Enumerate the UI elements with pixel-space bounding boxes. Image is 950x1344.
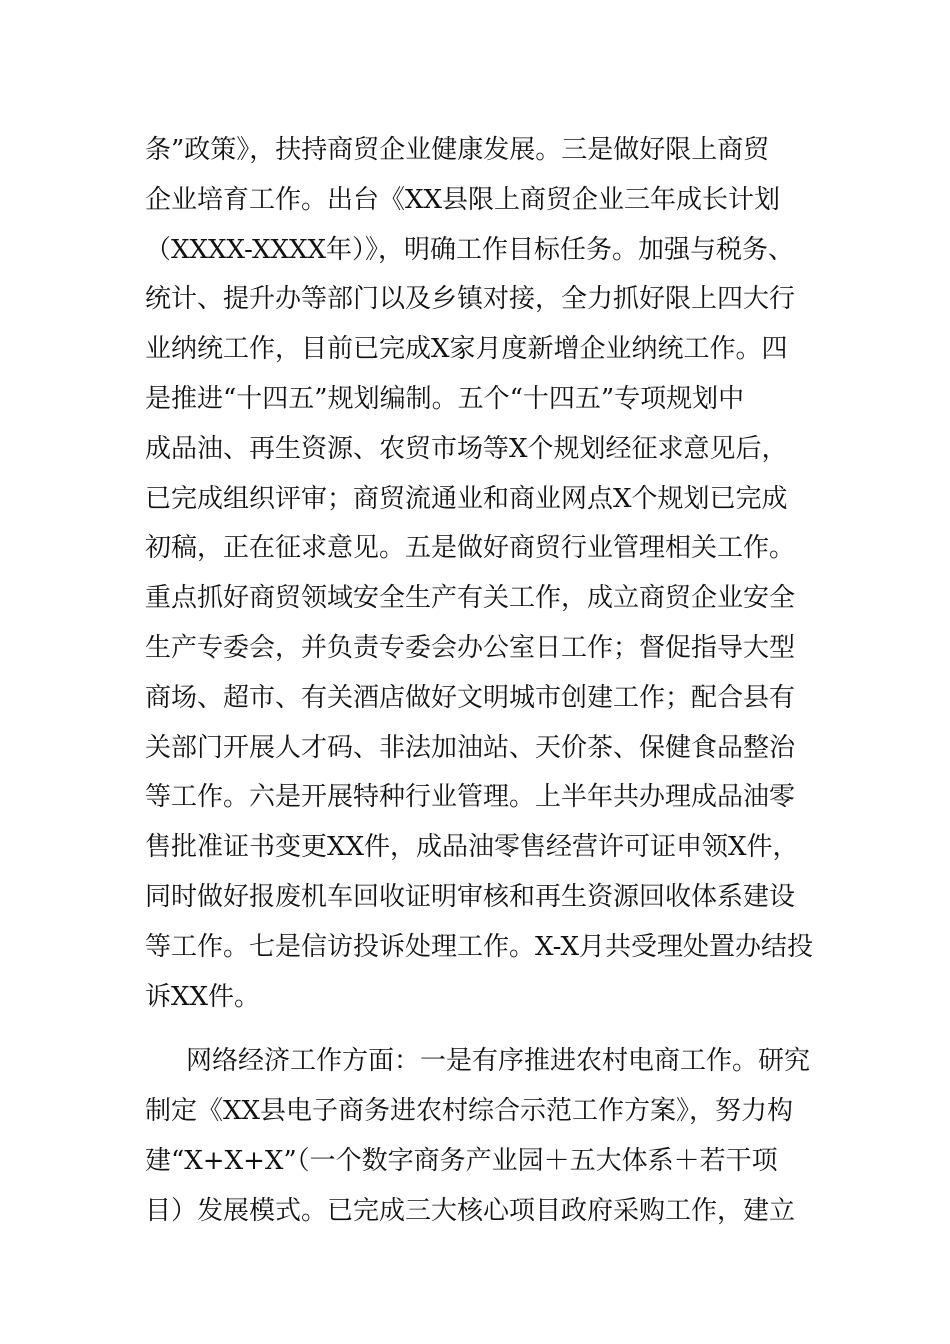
text-line: 建“X+X+X”（一个数字商务产业园＋五大体系＋若干项	[145, 1145, 778, 1176]
text-line: （XXXX-XXXX年）》，明确工作目标任务。加强与税务、	[145, 234, 795, 265]
text-line: 是推进“十四五”规划编制。五个“十四五”专项规划中	[145, 383, 745, 414]
text-line: 关部门开展人才码、非法加油站、天价茶、保健食品整治	[145, 732, 796, 763]
text-line: 售批准证书变更XX件，成品油零售经营许可证申领X件，	[145, 832, 799, 863]
text-line: 企业培育工作。出台《XX县限上商贸企业三年成长计划	[145, 184, 781, 215]
text-line: 等工作。六是开展特种行业管理。上半年共办理成品油零	[145, 782, 796, 813]
text-line: 重点抓好商贸领域安全生产有关工作，成立商贸企业安全	[145, 583, 796, 614]
paragraph-gap	[145, 1022, 835, 1037]
text-line: 业纳统工作，目前已完成X家月度新增企业纳统工作。四	[145, 334, 788, 365]
text-line: 成品油、再生资源、农贸市场等X个规划经征求意见后，	[145, 433, 788, 464]
text-line: 条”政策》，扶持商贸企业健康发展。三是做好限上商贸	[145, 135, 770, 165]
text-line: 已完成组织评审；商贸流通业和商业网点X个规划已完成	[145, 483, 788, 514]
text-line: 诉XX件。	[145, 981, 261, 1012]
text-line: 目）发展模式。已完成三大核心项目政府采购工作，建立	[145, 1195, 796, 1226]
text-line: 等工作。七是信访投诉处理工作。X-X月共受理处置办结投	[145, 931, 813, 962]
text-line: 同时做好报废机车回收证明审核和再生资源回收体系建设	[145, 881, 796, 912]
body-text	[145, 126, 835, 1237]
text-line: 制定《XX县电子商务进农村综合示范工作方案》，努力构	[145, 1096, 794, 1127]
text-line: 初稿，正在征求意见。五是做好商贸行业管理相关工作。	[145, 533, 796, 564]
text-line: 统计、提升办等部门以及乡镇对接，全力抓好限上四大行	[145, 284, 796, 315]
text-line: 商场、超市、有关酒店做好文明城市创建工作；配合县有	[145, 682, 796, 713]
paragraph-start-line: 网络经济工作方面：一是有序推进农村电商工作。研究	[186, 1046, 811, 1077]
text-line: 生产专委会，并负责专委会办公室日工作；督促指导大型	[145, 632, 796, 663]
